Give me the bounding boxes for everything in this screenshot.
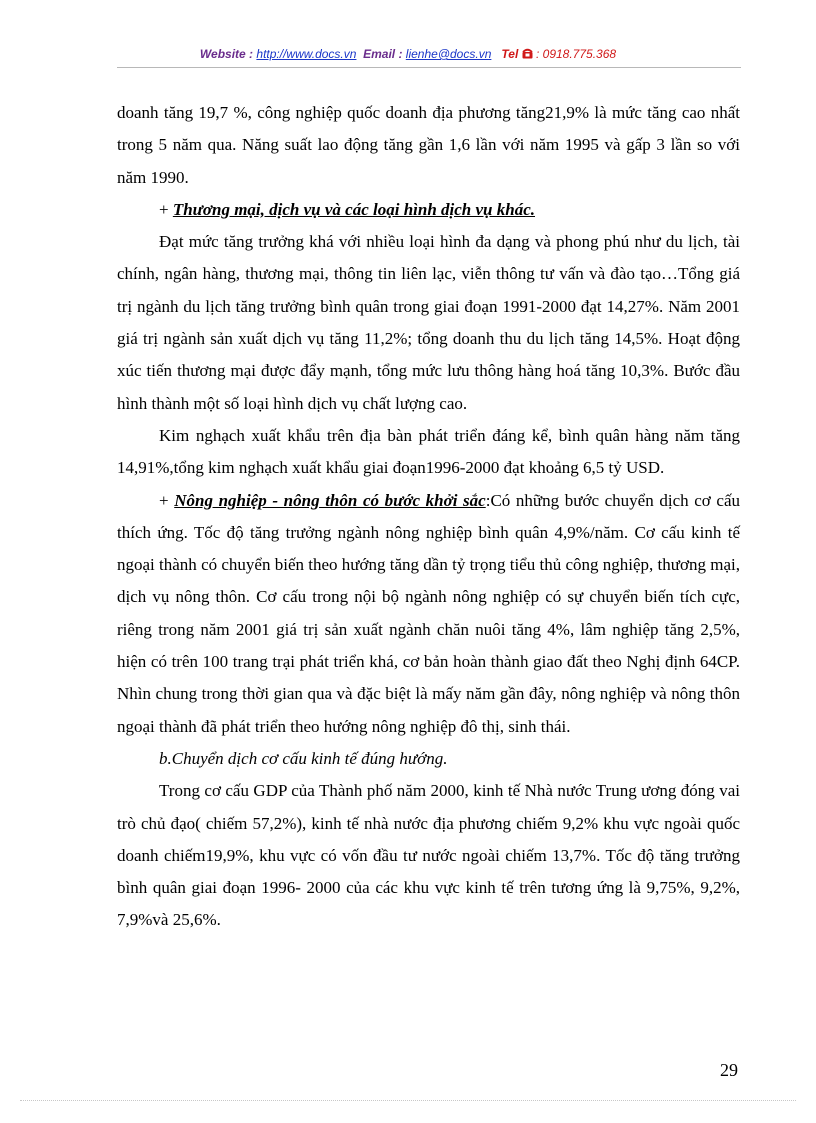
heading-title: Thương mại, dịch vụ và các loại hình dịch vụ khác. [172,199,536,219]
email-link[interactable]: lienhe@docs.vn [405,47,492,61]
page-bottom-border [20,1100,796,1101]
paragraph-continuation: doanh tăng 19,7 %, công nghiệp quốc doanh địa phương tăng21,9% là mức tăng cao nhất trong 5 năm qua. Năng suất lao động tăng gần 1,6 lần với năm 1995 và gấp 3 lần so với năm 1990. [117,103,740,187]
paragraph-agriculture [117,485,740,743]
page-number: 29 [720,1060,738,1080]
section-heading-trade [117,194,740,226]
email-separator: : [395,47,406,61]
section-heading-structure: b.Chuyển dịch cơ cấu kinh tế đúng hướng. [159,748,448,768]
heading-title-agriculture: Nông nghiệp - nông thôn có bước khởi sắc [174,490,486,510]
paragraph-services: Đạt mức tăng trưởng khá với nhiều loại hình đa dạng và phong phú như du lịch, tài chính, ngân hàng, thương mại, thông tin liên lạc, viễn thông tư vấn và đào tạo…Tổng giá trị ngành du lịch tăng trưởng bình quân trong giai đoạn 1991-2000 đạt 14,27%. Năm 2001 giá trị ngành sản xuất dịch vụ tăng 11,2%; tổng doanh thu du lịch tăng 14,5%. Hoạt động xúc tiến thương mại được đẩy mạnh, tổng mức lưu thông hàng hoá tăng 10,3%. Bước đầu hình thành một số loại hình dịch vụ chất lượng cao. [117,232,740,413]
phone-number: : 0918.775.368 [532,47,617,61]
heading-prefix: + [159,490,175,510]
page-header [0,47,816,62]
document-body [117,97,740,937]
phone-icon [522,48,533,62]
header-divider [117,67,741,68]
agriculture-text: :Có những bước chuyển dịch cơ cấu thích ứng. Tốc độ tăng trưởng ngành nông nghiệp bình quân 4,9%/năm. Cơ cấu kinh tế ngoại thành có chuyển biến theo hướng tăng dần tỷ trọng tiểu thủ công nghiệp, thương mại, dịch vụ nông thôn. Cơ cấu trong nội bộ ngành nông nghiệp có sự chuyển biến tích cực, riêng trong năm 2001 giá trị sản xuất ngành chăn nuôi tăng 4%, lâm nghiệp tăng 2,5%, hiện có trên 100 trang trại phát triển khá, cơ bản hoàn thành giao đất theo Nghị định 64CP. Nhìn chung trong thời gian qua và đặc biệt là mấy năm gần đây, nông nghiệp và nông thôn ngoại thành đã phát triển theo hướng nông nghiệp đô thị, sinh thái. [117,490,740,736]
tel-label: Tel [501,47,519,61]
website-label: Website : [199,47,254,61]
paragraph-gdp: Trong cơ cấu GDP của Thành phố năm 2000, kinh tế Nhà nước Trung ương đóng vai trò chủ đạo( chiếm 57,2%), kinh tế nhà nước địa phương chiếm 9,2% khu vực ngoài quốc doanh chiếm19,9%, khu vực có vốn đầu tư nước ngoài chiếm 13,7%. Tốc độ tăng trưởng bình quân giai đoạn 1996- 2000 của các khu vực kinh tế trên tương ứng là 9,75%, 9,2%, 7,9%và 25,6%. [117,781,740,930]
email-label: Email [363,47,396,61]
heading-prefix: + [159,199,173,219]
website-link[interactable]: http://www.docs.vn [256,47,357,61]
paragraph-exports: Kim nghạch xuất khẩu trên địa bàn phát triển đáng kể, bình quân hàng năm tăng 14,91%,tổng kim nghạch xuất khẩu giai đoạn1996-2000 đạt khoảng 6,5 tỷ USD. [117,425,740,478]
